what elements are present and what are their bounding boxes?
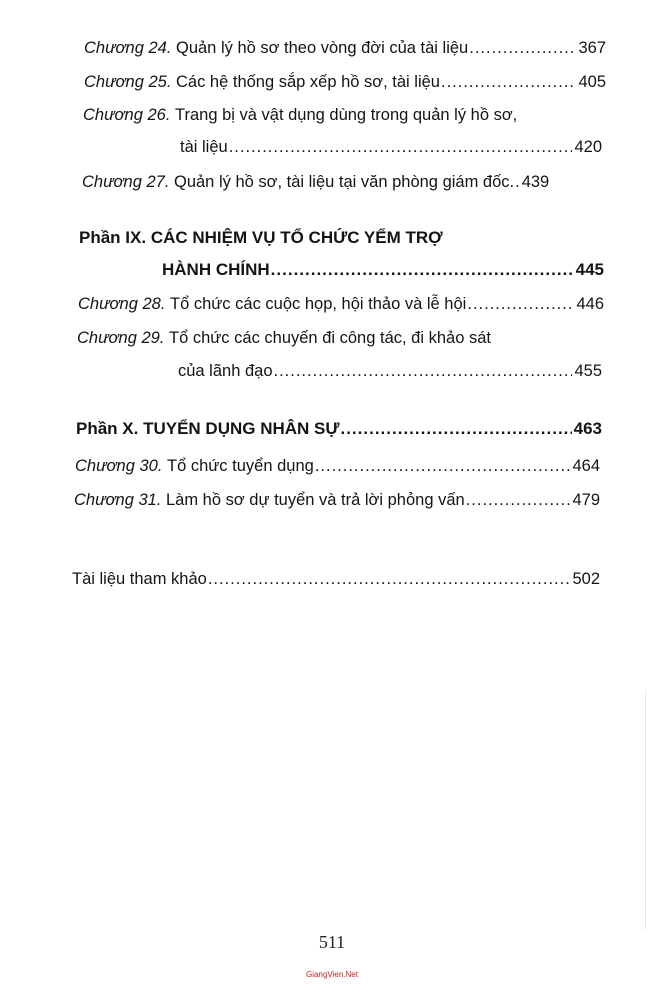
page-number: 502 <box>572 570 600 588</box>
leader-dots <box>340 419 571 439</box>
page-number: 455 <box>574 362 602 380</box>
watermark: GiangVien.Net <box>306 970 358 979</box>
chapter-title-continued: tài liệu <box>180 138 228 156</box>
chapter-title: Làm hồ sơ dự tuyển và trả lời phỏng vấn <box>166 491 465 509</box>
chapter-number: Chương 27. <box>82 173 170 191</box>
part-number: Phần X. <box>76 419 139 438</box>
chapter-number: Chương 29. <box>77 329 165 347</box>
leader-dots <box>208 569 571 589</box>
footer-page-number: 511 <box>318 932 346 952</box>
leader-dots <box>469 38 576 58</box>
page-number: 439 <box>521 173 550 191</box>
page-number: 445 <box>575 260 604 279</box>
leader-dots <box>467 294 574 314</box>
chapter-title: Các hệ thống sắp xếp hồ sơ, tài liệu <box>176 73 440 91</box>
part-title-continued: HÀNH CHÍNH <box>162 260 270 279</box>
part-title: CÁC NHIỆM VỤ TỔ CHỨC YỂM TRỢ <box>150 228 443 247</box>
leader-dots <box>229 137 573 157</box>
chapter-number: Chương 31. <box>74 491 162 509</box>
page-number: 463 <box>573 419 602 438</box>
part-number: Phần IX. <box>79 228 147 247</box>
chapter-title: Trang bị và vật dụng dùng trong quản lý hồ sơ, <box>175 106 518 124</box>
scan-edge-line <box>645 690 646 930</box>
leader-dots <box>274 361 573 381</box>
chapter-title: Quản lý hồ sơ theo vòng đời của tài liệu <box>176 39 469 57</box>
leader-dots <box>441 72 576 92</box>
chapter-title: Tổ chức các chuyến đi công tác, đi khảo sát <box>169 329 491 347</box>
references-title: Tài liệu tham khảo <box>72 570 207 588</box>
leader-dots <box>271 260 574 280</box>
leader-dots <box>315 456 571 476</box>
page-number: 446 <box>576 295 604 313</box>
page-number: 367 <box>578 39 606 57</box>
page-number: 479 <box>572 491 600 509</box>
part-title: TUYỂN DỤNG NHÂN SỰ <box>143 419 340 438</box>
page-number: 464 <box>572 457 600 475</box>
chapter-title: Tổ chức tuyển dụng <box>167 457 314 475</box>
page-number: 420 <box>574 138 602 156</box>
chapter-number: Chương 25. <box>84 73 172 91</box>
chapter-number: Chương 30. <box>75 457 163 475</box>
leader-dots <box>466 490 571 510</box>
chapter-number: Chương 26. <box>83 106 171 124</box>
chapter-number: Chương 24. <box>84 39 172 57</box>
chapter-title: Quản lý hồ sơ, tài liệu tại văn phòng giám đốc <box>174 173 510 191</box>
chapter-number: Chương 28. <box>78 295 166 313</box>
page-number: 405 <box>578 73 606 91</box>
chapter-title-continued: của lãnh đạo <box>178 362 273 380</box>
chapter-title: Tổ chức các cuộc họp, hội thảo và lễ hội <box>170 295 467 313</box>
